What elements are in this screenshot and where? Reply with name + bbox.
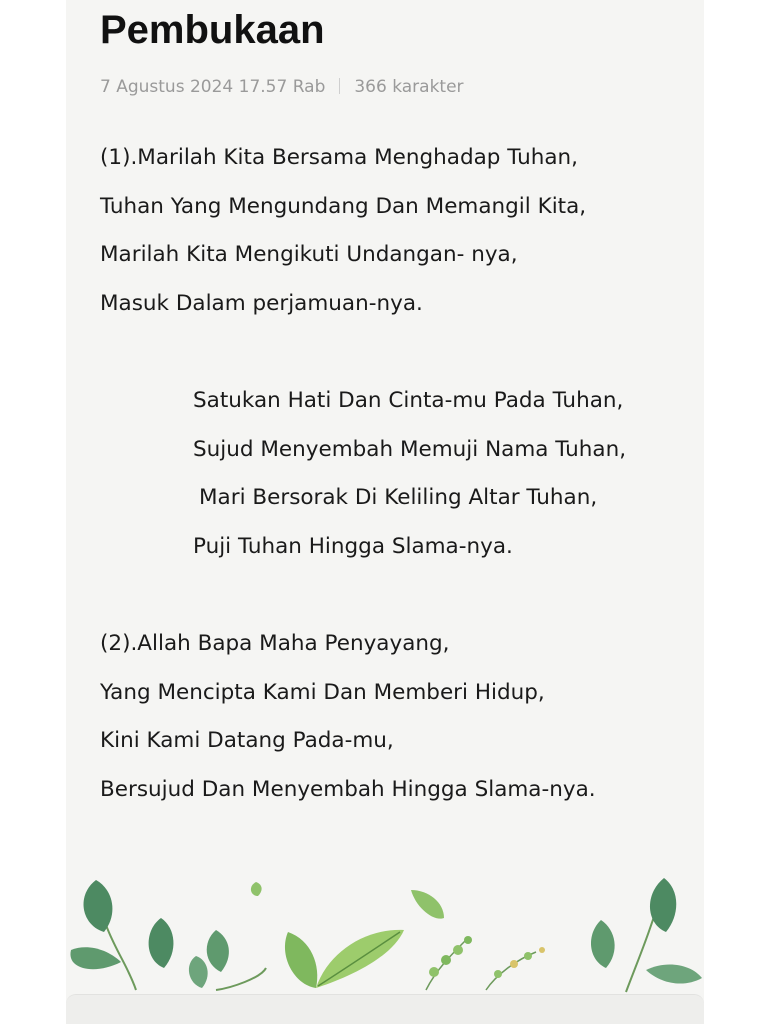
berry bbox=[494, 970, 502, 978]
leaf bbox=[411, 890, 444, 919]
leaf bbox=[70, 947, 121, 969]
berry bbox=[510, 960, 518, 968]
verse-2-line: (2).Allah Bapa Maha Penyayang, bbox=[100, 630, 450, 656]
note-meta bbox=[100, 76, 464, 98]
berry bbox=[453, 945, 463, 955]
berry bbox=[464, 936, 472, 944]
berry bbox=[441, 955, 451, 965]
leaf bbox=[149, 918, 174, 968]
chorus-line: Puji Tuhan Hingga Slama-nya. bbox=[193, 533, 513, 559]
chorus-line: Sujud Menyembah Memuji Nama Tuhan, bbox=[193, 436, 627, 462]
note-char-count: 366 karakter bbox=[354, 77, 464, 97]
verse-1-line: (1).Marilah Kita Bersama Menghadap Tuhan, bbox=[100, 145, 579, 170]
stem bbox=[216, 968, 266, 990]
blank-line bbox=[100, 332, 700, 381]
berry bbox=[539, 947, 545, 953]
leaf bbox=[591, 920, 615, 968]
bottom-toolbar bbox=[66, 994, 704, 1024]
leaf bbox=[207, 930, 229, 972]
berry bbox=[429, 967, 439, 977]
leaf bbox=[650, 878, 676, 932]
leaf bbox=[251, 882, 262, 896]
leaf bbox=[84, 880, 113, 932]
note-body[interactable] bbox=[100, 138, 700, 818]
verse-1-line: Tuhan Yang Mengundang Dan Memangil Kita, bbox=[100, 193, 587, 219]
leaf bbox=[646, 964, 702, 983]
verse-1-line: Masuk Dalam perjamuan-nya. bbox=[100, 290, 423, 316]
note-card bbox=[66, 0, 704, 1024]
blank-line bbox=[100, 575, 700, 624]
leaf bbox=[189, 956, 208, 988]
verse-2-line: Yang Mencipta Kami Dan Memberi Hidup, bbox=[100, 679, 545, 705]
leaves-illustration-icon bbox=[66, 860, 704, 1000]
note-title[interactable]: Pembukaan bbox=[100, 8, 325, 52]
verse-2-line: Bersujud Dan Menyembah Hingga Slama-nya. bbox=[100, 776, 596, 802]
chorus-line: Mari Bersorak Di Keliling Altar Tuhan, bbox=[199, 485, 598, 511]
chorus-line: Satukan Hati Dan Cinta-mu Pada Tuhan, bbox=[193, 387, 624, 413]
leaf bbox=[285, 932, 317, 988]
meta-divider bbox=[339, 78, 340, 94]
note-date: 7 Agustus 2024 17.57 Rab bbox=[100, 77, 326, 97]
verse-2-line: Kini Kami Datang Pada-mu, bbox=[100, 728, 394, 754]
berry bbox=[524, 952, 532, 960]
verse-1-line: Marilah Kita Mengikuti Undangan- nya, bbox=[100, 242, 518, 268]
